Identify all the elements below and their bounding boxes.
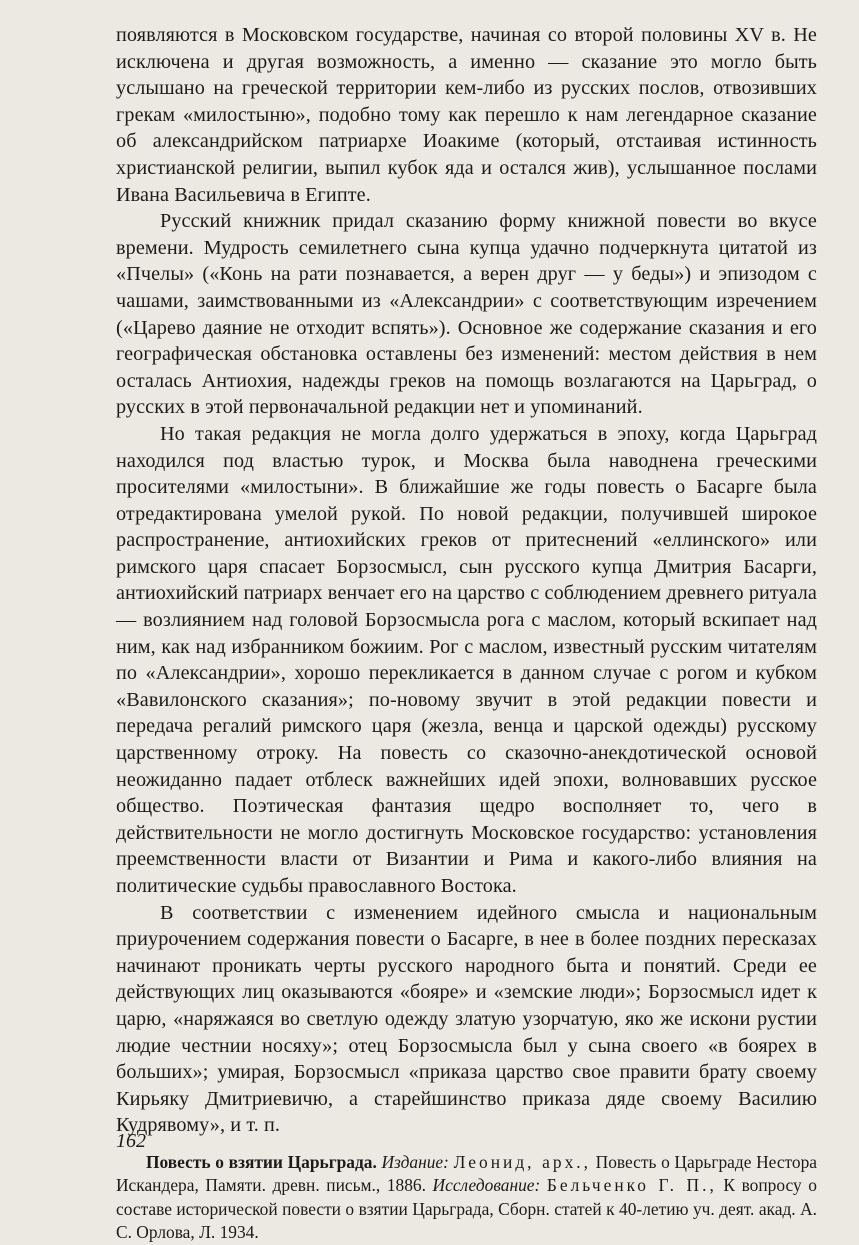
edition-author: Леонид, арх.,	[453, 1151, 591, 1172]
edition-label: Издание:	[381, 1151, 449, 1172]
paragraph-4: В соответствии с изменением идейного смысла и национальным приурочением содержания повести о Басарге, в нее в более поздних пересказах начинают проникать черты русского народного быта и понятий. Среди ее действующих лиц оказываются «бояре» и «земские люди»; Борзосмысл идет к царю, «наряжаяся во светлую одежду златую узорчатую, яко же искони рустии людие честнии носяху»; отец Борзосмысла был у сына своего «в боярех в больших»; умирая, Борзосмысл «приказа царство свое правити брату своему Кирьяку Дмитриевичю, а старейшинство приказа дяде своему Василию Кудрявому», и т. п.	[116, 901, 817, 1137]
bibliography-heading: Повесть о взятии Царьграда.	[146, 1151, 377, 1172]
paragraph-3: Но такая редакция не могла долго удержаться в эпоху, когда Царьград находился под властью турок, и Москва была наводнена греческими просителями «милостыни». В ближайшие же годы повесть о Басарге была отредактирована умелой рукой. По новой редакции, получившей широкое распространение, антиохийских греков от притеснений «еллинского» или римского царя спасает Борзосмысл, сын русского купца Дмитрия Басарги, антиохийский патриарх венчает его на царство с соблюдением древнего ритуала — возлиянием над головой Борзосмысла рога с маслом, который вскипает над ним, как над избранником божиим. Рог с маслом, известный русским читателям по «Александрии», хорошо перекликается в данном случае с рогом и кубком «Вавилонского сказания»; по-новому звучит в этой редакции повести и передача регалий римского царя (жезла, венца и царской одежды) русскому царственному отроку. На повесть со сказочно-анекдотической основой неожиданно падает отблеск важнейших идей эпохи, волновавших русское общество. Поэтическая фантазия щедро восполняет то, чего в действительности не могло достигнуть Московское государство: установления преемственности власти от Византии и Рима и какого-либо влияния на политические судьбы православного Востока.	[116, 422, 817, 897]
page-number: 162	[116, 1130, 146, 1152]
body-text	[116, 22, 817, 1139]
study-label: Исследование:	[432, 1175, 541, 1196]
study-author: Бельченко Г. П.,	[546, 1175, 717, 1196]
paragraph-1: появляются в Московском государстве, начиная со второй половины XV в. Не исключена и другая возможность, а именно — сказание это могло быть услышано на греческой территории кем-либо из русских послов, отвозивших грекам «милостыню», подобно тому как перешло к нам легендарное сказание об александрийском патриархе Иоакиме (который, отстаивая истинность христианской религии, выпил кубок яда и остался жив), услышанное послами Ивана Васильевича в Египте.	[116, 24, 817, 206]
paragraph-2: Русский книжник придал сказанию форму книжной повести во вкусе времени. Мудрость семилетнего сына купца удачно подчеркнута цитатой из «Пчелы» («Конь на рати познавается, а верен друг — у беды») и эпизодом с чашами, заимствованными из «Александрии» с соответствующим изречением («Царево даяние не отходит вспять»). Основное же содержание сказания и его географическая обстановка оставлены без изменений: местом действия в нем осталась Антиохия, надежды греков на помощь возлагаются на Царьград, о русских в этой первоначальной редакции нет и упоминаний.	[116, 210, 817, 419]
bibliography-entry	[116, 1151, 817, 1245]
study-text: К вопросу о составе исторической повести о взятии Царьграда, Сборн. статей к 40-летию уч. деят. акад. А. С. Орлова, Л. 1934.	[116, 1175, 817, 1243]
edition-text: Повесть о Царьграде Нестора Искандера, Памяти. древн. письм., 1886.	[116, 1151, 818, 1196]
